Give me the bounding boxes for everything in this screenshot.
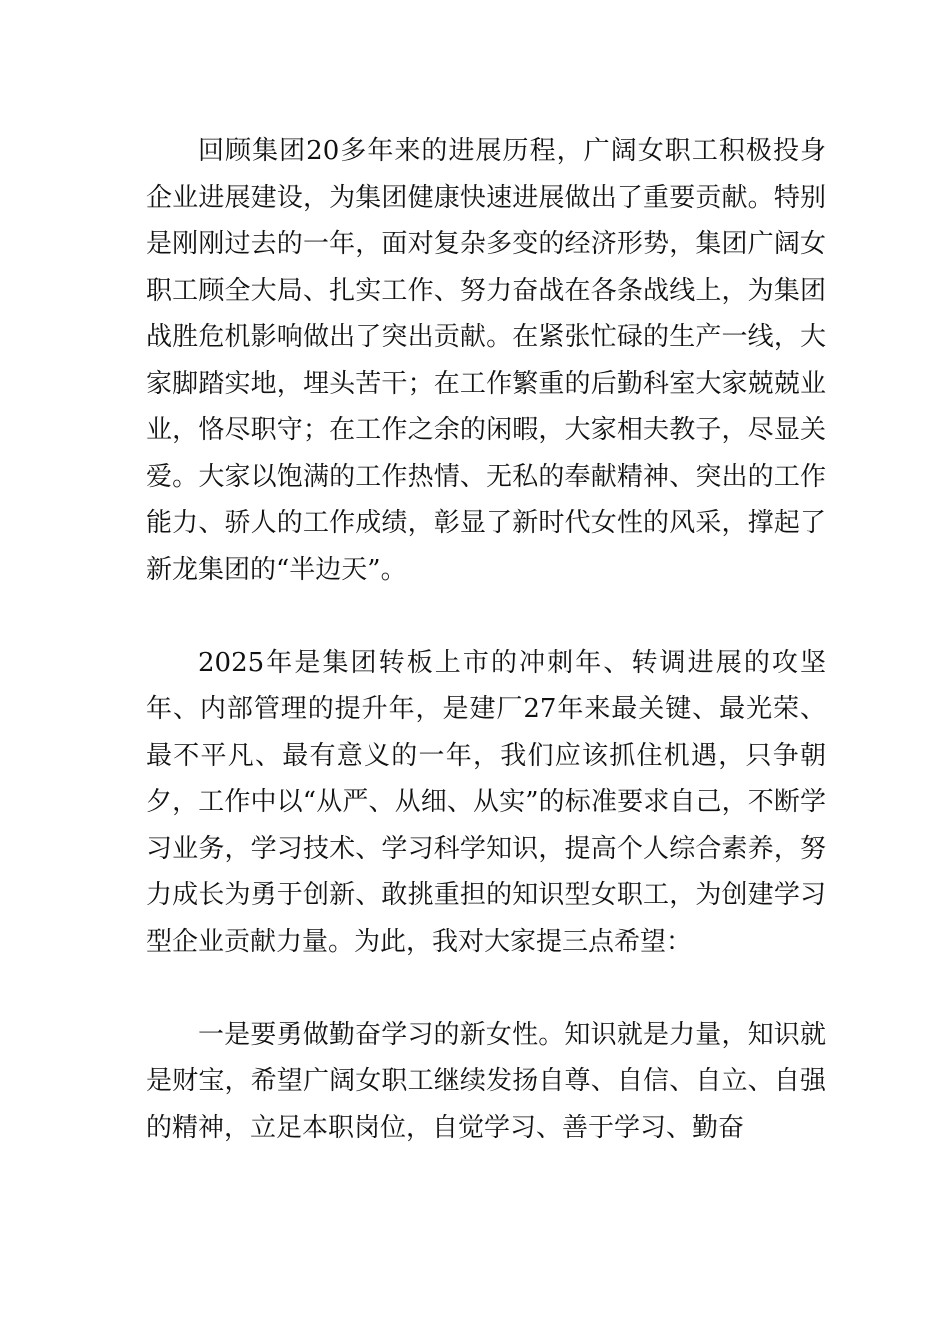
paragraph-2025-goals: 2025年是集团转板上市的冲刺年、转调进展的攻坚年、内部管理的提升年，是建厂27年来最关键、最光荣、最不平凡、最有意义的一年，我们应该抓住机遇，只争朝夕，工作中以“从严、从细、从实”的标准要求自己，不断学习业务，学习技术、学习科学知识，提高个人综合素养，努力成长为勇于创新、敢挑重担的知识型女职工，为创建学习型企业贡献力量。为此，我对大家提三点希望： xyxy=(146,647,826,957)
paragraph-review: 回顾集团20多年来的进展历程，广阔女职工积极投身企业进展建设，为集团健康快速进展做出了重要贡献。特别是刚刚过去的一年，面对复杂多变的经济形势，集团广阔女职工顾全大局、扎实工作、努力奋战在各条战线上，为集团战胜危机影响做出了突出贡献。在紧张忙碌的生产一线，大家脚踏实地，埋头苦干；在工作繁重的后勤科室大家兢兢业业，恪尽职守；在工作之余的闲暇，大家相夫教子，尽显关爱。大家以饱满的工作热情、无私的奉献精神、突出的工作能力、骄人的工作成绩，彰显了新时代女性的风采，撑起了新龙集团的“半边天”。 xyxy=(146,136,826,585)
paragraph-first-hope: 一是要勇做勤奋学习的新女性。知识就是力量，知识就是财宝，希望广阔女职工继续发扬自尊、自信、自立、自强的精神，立足本职岗位，自觉学习、善于学习、勤奋 xyxy=(146,1019,826,1143)
document-body xyxy=(146,128,826,1151)
